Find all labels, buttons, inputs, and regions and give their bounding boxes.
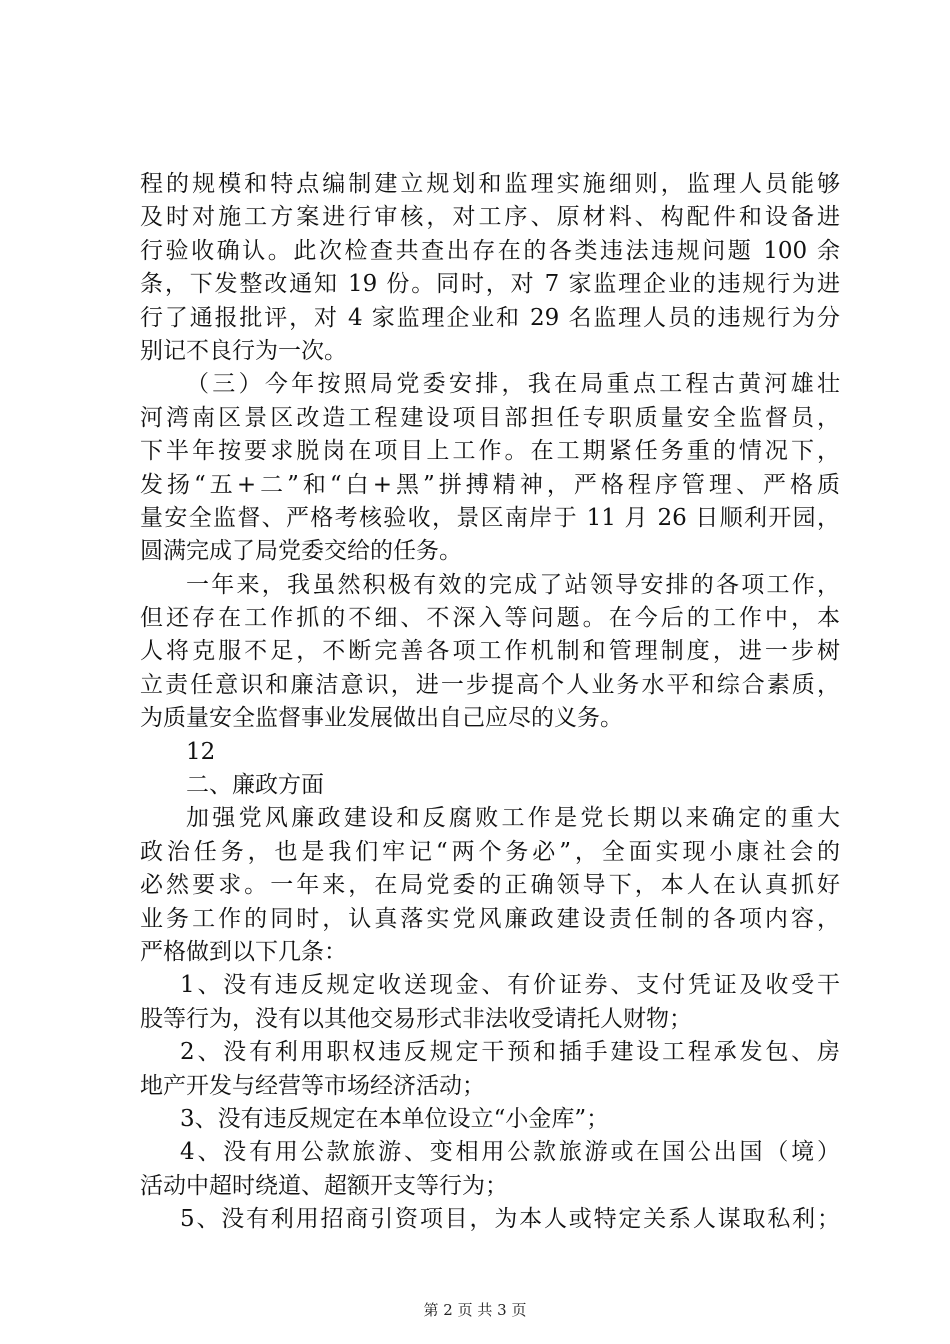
text-line: 为质量安全监督事业发展做出自己应尽的义务。: [140, 705, 623, 732]
text-line: 严格做到以下几条：: [140, 938, 347, 965]
list-item: 5、没有利用招商引资项目，为本人或特定关系人谋取私利；: [180, 1206, 840, 1233]
list-item: 2、没有利用职权违反规定干预和插手建设工程承发包、房: [180, 1039, 840, 1066]
text-line: 地产开发与经营等市场经济活动；: [140, 1072, 485, 1099]
text-line: 程的规模和特点编制建立规划和监理实施细则，监理人员能够: [140, 171, 840, 197]
text-line: 行验收确认。此次检查共查出存在的各类违法违规问题 100 余: [140, 237, 840, 264]
text-line: 河湾南区景区改造工程建设项目部担任专职质量安全监督员，: [140, 404, 840, 431]
text-line: 行了通报批评，对 4 家监理企业和 29 名监理人员的违规行为分: [140, 304, 840, 331]
paragraph-first-line: 一年来，我虽然积极有效的完成了站领导安排的各项工作，: [186, 571, 840, 598]
text-line: 但还存在工作抓的不细、不深入等问题。在今后的工作中，本: [140, 605, 840, 632]
paragraph-first-line: （三）今年按照局党委安排，我在局重点工程古黄河雄壮: [186, 371, 840, 398]
text-line: 必然要求。一年来，在局党委的正确领导下，本人在认真抓好: [140, 872, 840, 899]
list-item: 3、没有违反规定在本单位设立“小金库”；: [180, 1105, 610, 1132]
text-line: 量安全监督、严格考核验收，景区南岸于 11 月 26 日顺利开园，: [140, 504, 840, 531]
list-item: 4、没有用公款旅游、变相用公款旅游或在国公出国（境）: [180, 1139, 840, 1166]
list-item: 1、没有违反规定收送现金、有价证券、支付凭证及收受干: [180, 972, 840, 999]
text-line: 发扬“五+二”和“白+黑”拼搏精神，严格程序管理、严格质: [140, 471, 840, 498]
text-line: 圆满完成了局党委交给的任务。: [140, 538, 462, 565]
paragraph-first-line: 加强党风廉政建设和反腐败工作是党长期以来确定的重大: [186, 805, 840, 832]
text-line: 活动中超时绕道、超额开支等行为；: [140, 1172, 508, 1199]
text-line: 政治任务，也是我们牢记“两个务必”，全面实现小康社会的: [140, 838, 840, 865]
text-line: 条，下发整改通知 19 份。同时，对 7 家监理企业的违规行为进: [140, 271, 840, 298]
text-line: 业务工作的同时，认真落实党风廉政建设责任制的各项内容，: [140, 905, 840, 932]
page-marker: 12: [186, 738, 216, 765]
text-line: 下半年按要求脱岗在项目上工作。在工期紧任务重的情况下，: [140, 438, 840, 465]
text-line: 别记不良行为一次。: [140, 337, 347, 364]
body-text: [140, 168, 840, 1237]
section-heading: 二、廉政方面: [186, 772, 324, 799]
text-line: 股等行为，没有以其他交易形式非法收受请托人财物；: [140, 1005, 692, 1032]
text-line: 人将克服不足，不断完善各项工作机制和管理制度，进一步树: [140, 638, 840, 665]
text-line: 立责任意识和廉洁意识，进一步提高个人业务水平和综合素质，: [140, 671, 840, 698]
text-line: 及时对施工方案进行审核，对工序、原材料、构配件和设备进: [140, 204, 840, 231]
page-footer: 第 2 页 共 3 页: [423, 1301, 527, 1319]
